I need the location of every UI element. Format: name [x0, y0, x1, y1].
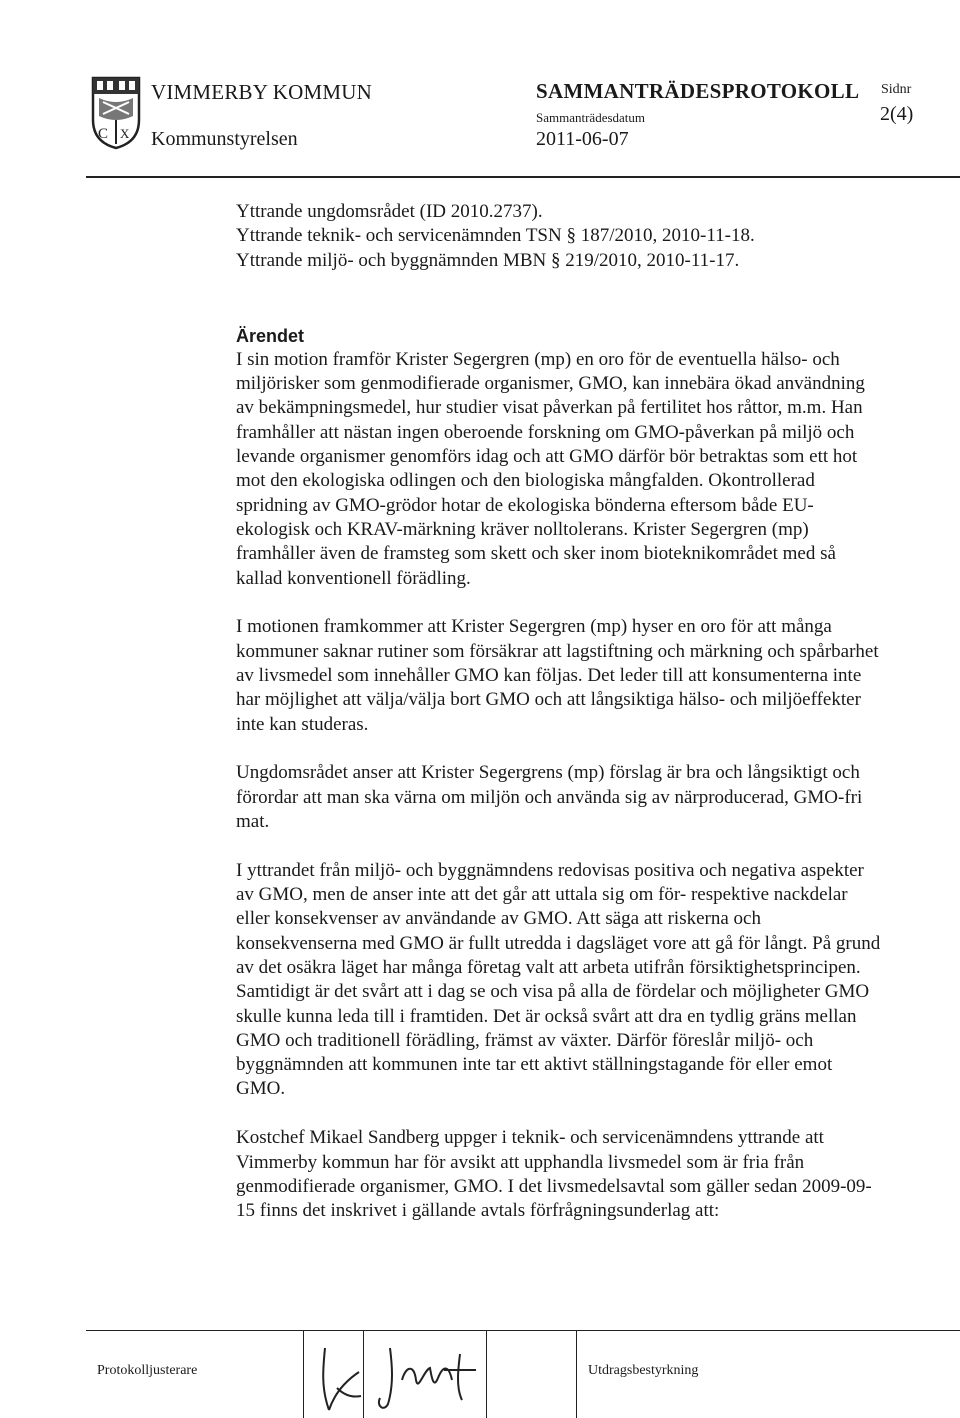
svg-text:C: C	[98, 126, 109, 142]
section-heading: Ärendet	[236, 325, 305, 346]
body-paragraph: I yttrandet från miljö- och byggnämndens redovisas positiva och negativa aspekter av GMO, men de anser inte att det går att uttala sig om för- respektive nackdelar eller konsekvenser av användande av GMO. Att säga att riskerna och konsekvenserna med GMO är fullt utredda i dagsläget vore att gå för långt. På grund av det osäkra läget har många företag valt att arbeta utifrån försiktighetsprincipen. Samtidigt är det svårt att i dag se och visa på alla de fördelar och möjligheter GMO skulle kunna leda till i framtiden. Det är också svårt att dra en tydlig gräns mellan GMO och traditionell förädling, främst av växter. Därför föreslår miljö- och byggnämnden att kommunen inte tar ett aktivt ställningstagande för eller emot GMO.	[236, 859, 881, 1100]
document-type-title: SAMMANTRÄDESPROTOKOLL	[536, 79, 860, 103]
svg-text:X: X	[120, 126, 130, 141]
body-paragraph: Ungdomsrådet anser att Krister Segergrens (mp) förslag är bra och långsiktigt och förordar att man ska värna om miljön och använda sig av närproducerad, GMO-fri mat.	[236, 762, 863, 832]
department-name: Kommunstyrelsen	[151, 128, 298, 150]
signature-image	[372, 1340, 484, 1416]
extract-certification-label: Utdragsbestyrkning	[588, 1363, 699, 1378]
header-divider	[86, 176, 960, 178]
coat-of-arms-logo	[89, 76, 143, 150]
document-body	[236, 200, 886, 1248]
footer-divider	[86, 1330, 960, 1331]
signature-box-divider	[303, 1330, 304, 1418]
body-paragraph: Kostchef Mikael Sandberg uppger i teknik- och servicenämndens yttrande att Vimmerby kommun har för avsikt att upphandla livsmedel som är fria från genmodifierade organismer, GMO. I det livsmedelsavtal som gäller sedan 2009-09-15 finns det inskrivet i gällande avtals förfrågningsunderlag att:	[236, 1127, 872, 1222]
signature-box-divider	[576, 1330, 577, 1418]
reference-list	[236, 200, 886, 273]
protocol-checkers-label: Protokolljusterare	[97, 1363, 198, 1378]
organization-name: VIMMERBY KOMMUN	[151, 80, 372, 104]
body-paragraph: I motionen framkommer att Krister Segergren (mp) hyser en oro för att många kommuner saknar rutiner som försäkrar att lagstiftning och märkning och spårbarhet av livsmedel som innehåller GMO kan följas. Det leder till att konsumenterna inte har möjlighet att välja/välja bort GMO och att långsiktiga hälso- och miljöeffekter inte kan studeras.	[236, 616, 879, 735]
signature-box-divider	[486, 1330, 487, 1418]
body-paragraph: I sin motion framför Krister Segergren (mp) en oro för de eventuella hälso- och miljörisker som genmodifierade organismer, GMO, kan innebära ökad användning av bekämpningsmedel, hur studier visat påverkan på fertilitet hos råttor, m.m. Han framhåller att nästan ingen oberoende forskning om GMO-påverkan på miljö och levande organismer genomförs idag och att GMO därför bör betraktas som ett hot mot den ekologiska odlingen och den biologiska mångfalden. Okontrollerad spridning av GMO-grödor hotar de ekologiska bönderna eftersom både EU-ekologisk och KRAV-märkning kräver nolltolerans. Krister Segergren (mp) framhåller även de framsteg som skett och sker inom bioteknikområdet med så kallad konventionell förädling.	[236, 348, 865, 589]
signature-image	[315, 1338, 367, 1416]
reference-item: Yttrande miljö- och byggnämnden MBN § 219/2010, 2010-11-17.	[236, 249, 740, 271]
meeting-date: 2011-06-07	[536, 128, 629, 150]
page-number: 2(4)	[880, 103, 914, 125]
reference-item: Yttrande ungdomsrådet (ID 2010.2737).	[236, 201, 543, 222]
reference-item: Yttrande teknik- och servicenämnden TSN § 187/2010, 2010-11-18.	[236, 225, 755, 247]
page-number-label: Sidnr	[881, 82, 912, 97]
meeting-date-label: Sammanträdesdatum	[536, 110, 646, 125]
